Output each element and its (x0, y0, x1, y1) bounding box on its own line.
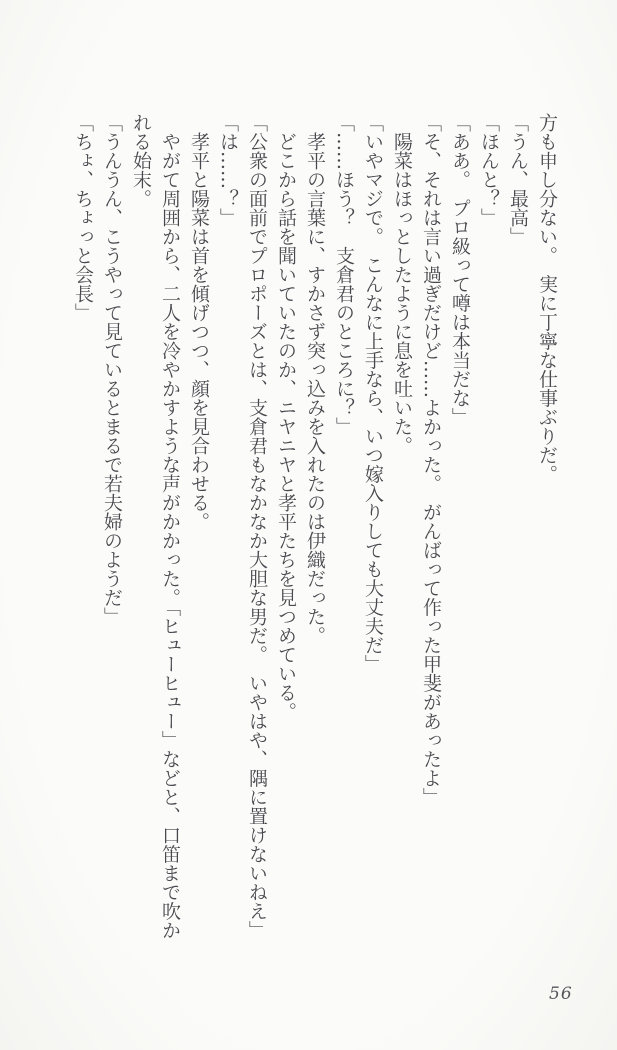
paragraph: 孝平と陽菜は首を傾げつつ、顔を見合わせる。 (188, 113, 210, 531)
page-number: 56 (549, 984, 573, 1004)
paragraph: 「いやマジで。 こんなに上手なら、いつ嫁入りしても大丈夫だ」 (362, 113, 384, 674)
paragraph: 「ああ。 プロ級って噂は本当だな」 (449, 113, 471, 427)
paragraph: 「ちょ、ちょっと会長」 (72, 113, 94, 322)
paragraph: 「そ、それは言い過ぎだけど……よかった。 がんばって作った甲斐があったよ」 (420, 113, 442, 807)
paragraph: 「公衆の面前でプロポーズとは、支倉君もなかなか大胆な男だ。 いやはや、隅に置けないねえ」 (246, 113, 268, 940)
paragraph: どこから話を聞いていたのか、ニヤニヤと孝平たちを見つめている。 (275, 113, 297, 721)
paragraph: 陽菜はほっとしたように息を吐いた。 (391, 113, 413, 455)
paragraph: 方も申し分ない。 実に丁寧な仕事ぶりだ。 (536, 113, 558, 484)
paragraph: 「うん、最高」 (507, 113, 529, 246)
paragraph: やがて周囲から、二人を冷やかすような声がかかった。「ヒューヒュー」などと、口笛まで吹かれる始末。 (130, 113, 181, 940)
paragraph: 「……ほう？ 支倉君のところに？」 (333, 113, 355, 436)
paragraph: 「は……？」 (217, 113, 239, 227)
paragraph: 孝平の言葉に、すかさず突っ込みを入れたのは伊織だった。 (304, 113, 326, 645)
paragraph: 「ほんと？」 (478, 113, 500, 227)
page-text-block (68, 113, 561, 951)
paragraph: 「うんうん、こうやって見ているとまるで若夫婦のようだ」 (101, 113, 123, 626)
